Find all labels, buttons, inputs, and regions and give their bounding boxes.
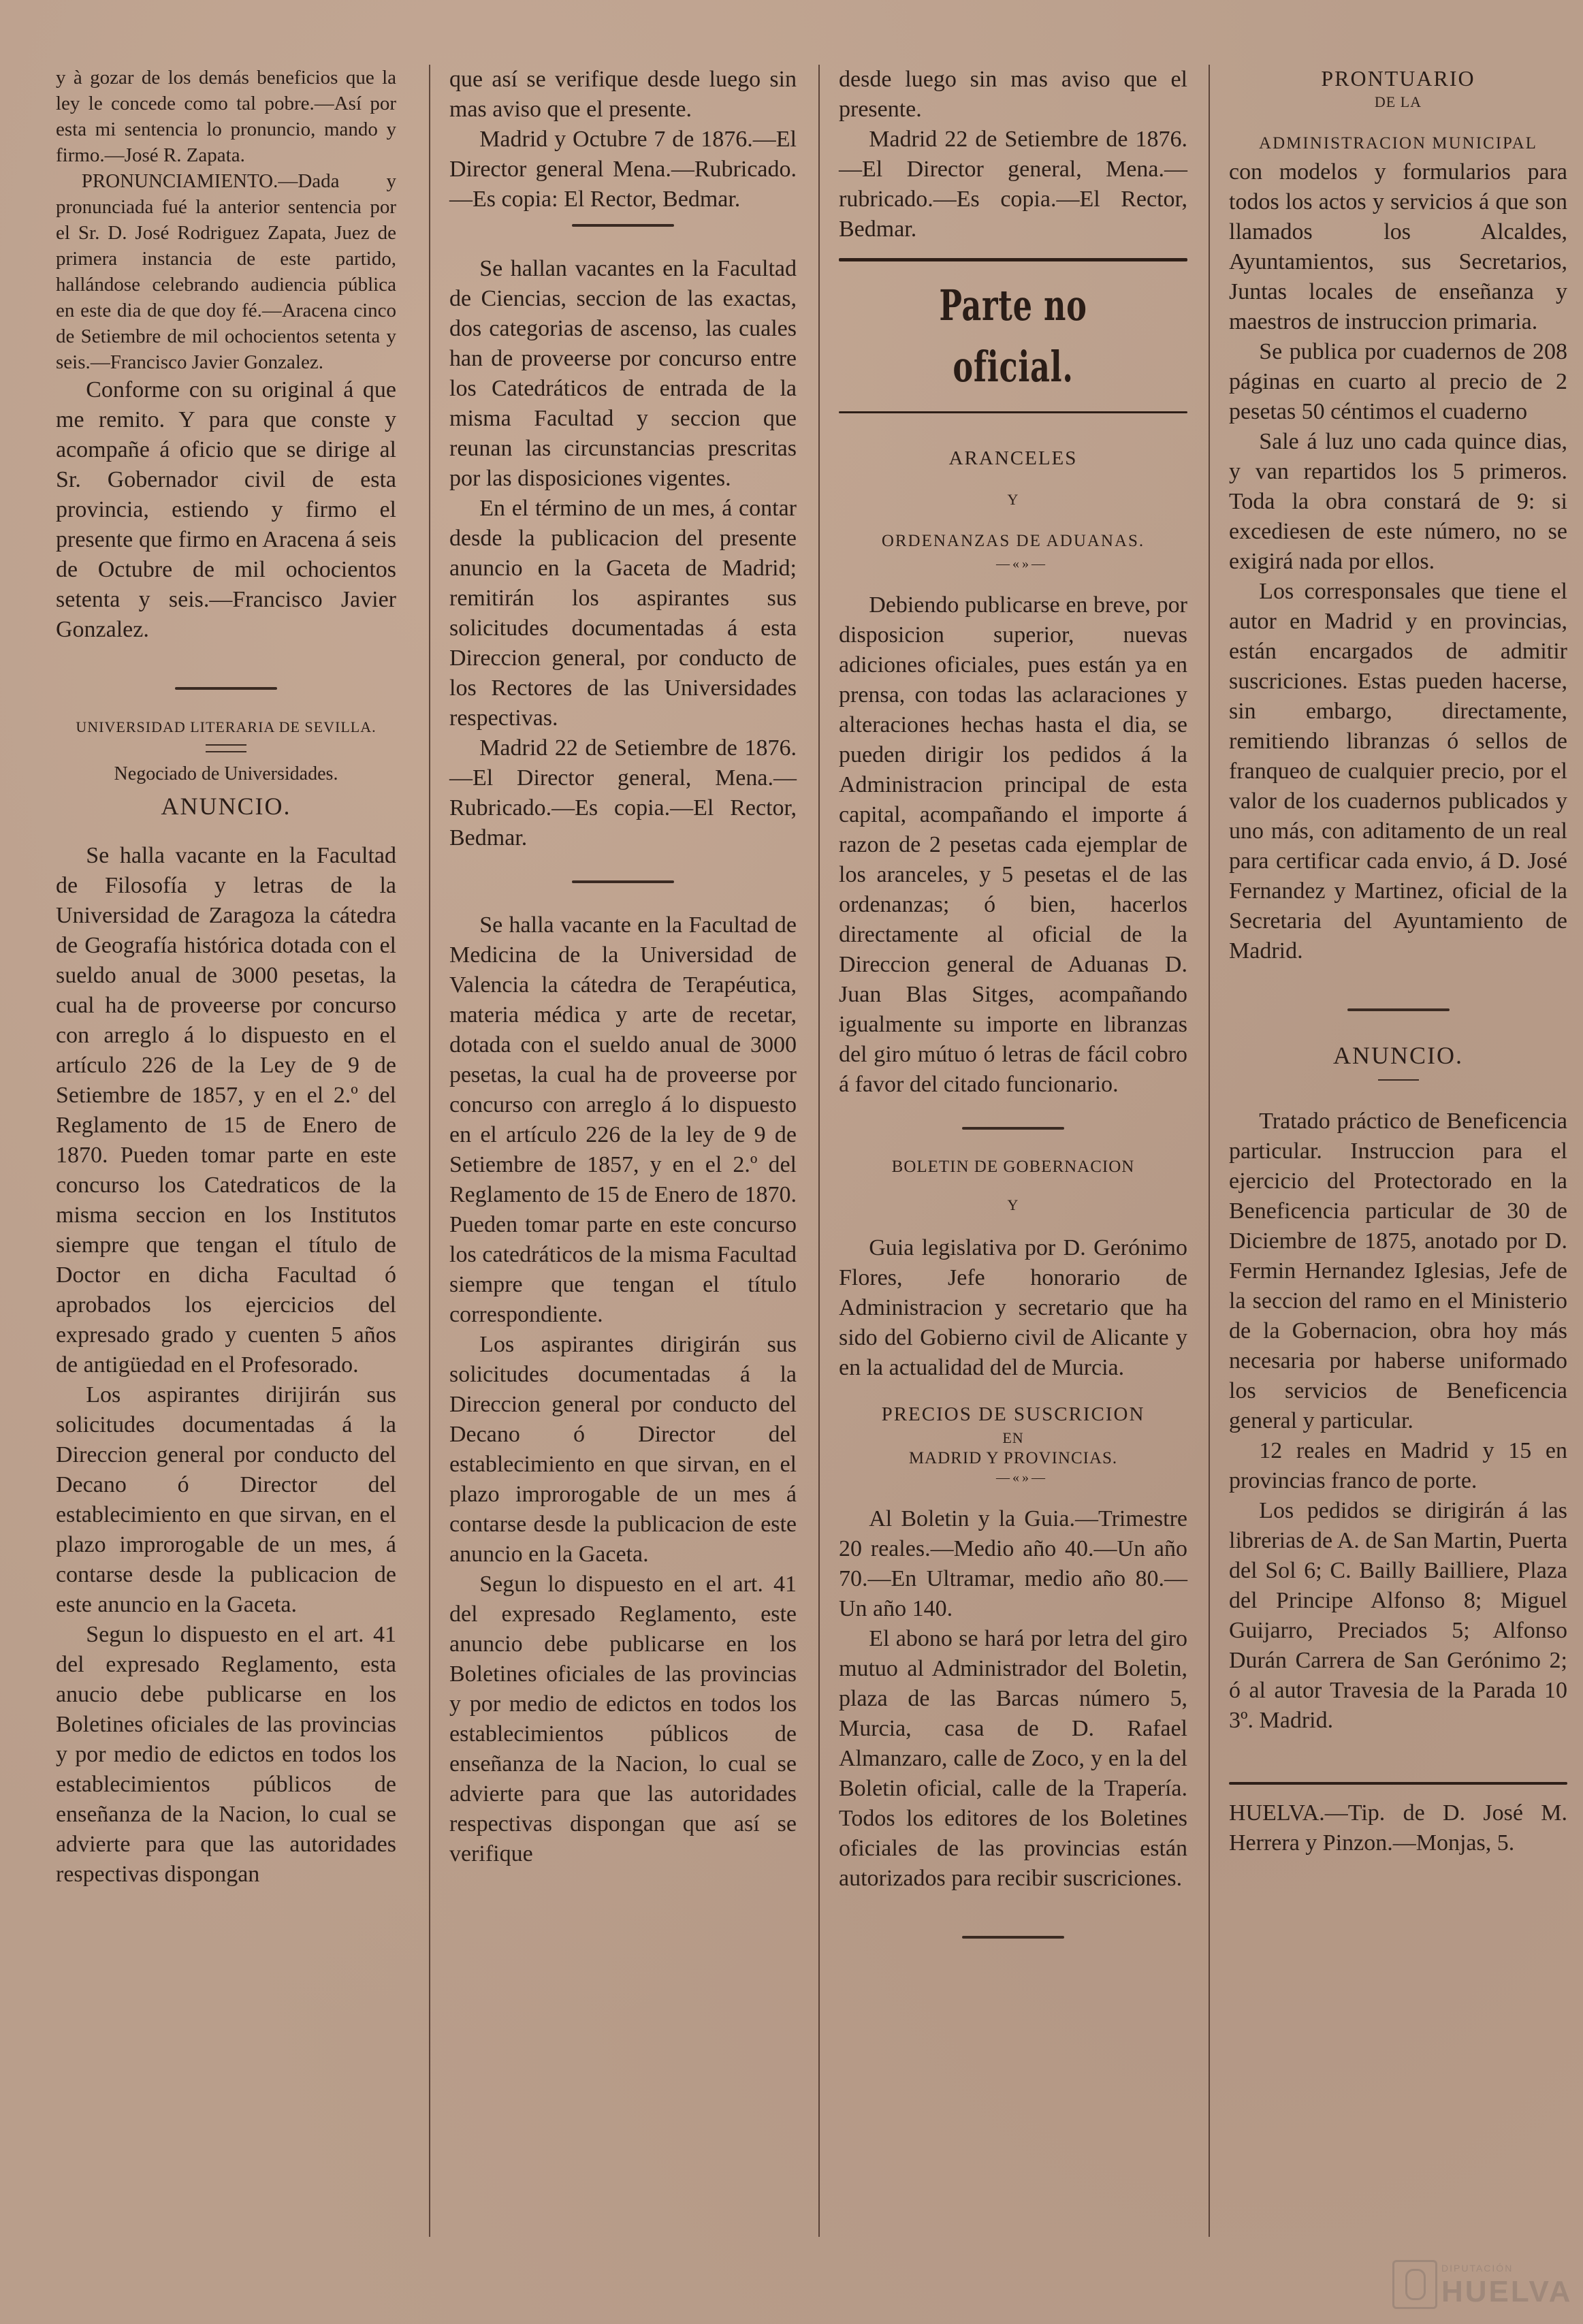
column-3	[839, 65, 1187, 1948]
vacante-valencia-text: Se halla vacante en la Facultad de Medicina de la Universidad de Valencia la cátedra de Terapéutica, materia médica y arte de recetar, dotada con el sueldo anual de 3000 pesetas, la cual ha de proveerse por concurso con arreglo á lo dispuesto en el artículo 226 de la ley de 9 de Setiembre de 1857, y en el 2.º del Reglamento de 15 de Enero de 1870. Pueden tomar parte en este concurso los catedráticos de la misma Facultad siempre que tengan el título correspondiente.	[449, 912, 797, 1327]
ornament: —«»—	[996, 556, 1048, 571]
signature-text: Madrid 22 de Setiembre de 1876.—El Director general, Mena.—Rubricado.—Es copia.—El Rector, Bedmar.	[449, 735, 797, 850]
negociado-heading: Negociado de Universidades.	[114, 763, 338, 784]
y-connector: Y	[1007, 491, 1019, 508]
sale-a-luz-text: Sale á luz uno cada quince dias, y van repartidos los 5 primeros. Toda la obra constará de 9: si excediesen de este número, no se exigirá nada por ellos.	[1229, 429, 1567, 574]
section-rule	[839, 411, 1187, 413]
watermark-line2: HUELVA	[1441, 2275, 1573, 2308]
abono-text: El abono se hará por letra del giro mutuo al Administrador del Boletin, plaza de las Barcas número 5, Murcia, casa de D. Rafael Almanzaro, calle de Zoco, y en la del Boletin oficial, calle de la Trapería. Todos los editores de los Boletines oficiales de las provincias están autorizados para recibir suscriciones.	[839, 1626, 1187, 1891]
shield-icon	[1392, 2260, 1437, 2309]
vacantes-ciencias-text: Se hallan vacantes en la Facultad de Ciencias, seccion de las exactas, dos categorias de ascenso, las cuales han de proveerse por concurso entre los Catedráticos de entrada de la misma Facultad y seccion que reunan las circunstancias prescritas por las disposiciones vigentes.	[449, 256, 797, 491]
pronunciamiento-text: PRONUNCIAMIENTO.—Dada y pronunciada fué la anterior sentencia por el Sr. D. José Rodriguez Zapata, Juez de primera instancia de este partido, hallándose celebrando audiencia pública en este dia de que doy fé.—Aracena cinco de Setiembre de mil ochocientos setenta y seis.—Francisco Javier Gonzalez.	[56, 170, 396, 373]
signature-text: Madrid 22 de Setiembre de 1876.—El Director general, Mena.—rubricado.—Es copia.—El Rector, Bedmar.	[839, 127, 1187, 242]
boletin-heading: BOLETIN DE GOBERNACION	[891, 1158, 1135, 1176]
precios-heading: PRECIOS DE SUSCRICION	[881, 1403, 1145, 1425]
debiendo-publicarse-text: Debiendo publicarse en breve, por disposicion superior, nuevas adiciones oficiales, pues están ya en prensa, con todas las aclaraciones y alteraciones hechas hasta el dia, se pueden dirigir los pedidos á la Administracion principal de esta capital, acompañando el importe á razon de 2 pesetas cada ejemplar de los aranceles, y 5 pesetas el de las ordenanzas; ó bien, hacerlos directamente al oficial de la Direccion general de Aduanas D. Juan Blas Sitges, acompañando igualmente su importe en libranzas del giro mútuo ó letras de fácil cobro á favor del citado funcionario.	[839, 592, 1187, 1097]
prontuario-heading: PRONTUARIO	[1321, 66, 1475, 91]
anuncio-heading: ANUNCIO.	[161, 793, 291, 820]
madrid-provincias-heading: MADRID Y PROVINCIAS.	[908, 1449, 1118, 1467]
section-rule	[962, 1127, 1064, 1130]
modelos-text: con modelos y formularios para todos los actos y servicios á que son llamados los Alcaldes, Ayuntamientos, sus Secretarios, Juntas locales de enseñanza y maestros de instruccion primaria.	[1229, 159, 1567, 334]
section-rule	[572, 880, 674, 883]
column-1	[56, 65, 396, 1890]
ornament: —«»—	[996, 1470, 1048, 1485]
segun-lo-dispuesto-text: Segun lo dispuesto en el art. 41 del expresado Reglamento, esta anucio debe publicarse en los Boletines oficiales de las provincias y por medio de edictos en todos los establecimientos públicos de enseñanza de la Nacion, lo cual se advierte para que las autoridades respectivas dispongan	[56, 1622, 396, 1887]
continuation-text: que así se verifique desde luego sin mas aviso que el presente.	[449, 67, 797, 122]
vacante-zaragoza-text: Se halla vacante en la Facultad de Filosofía y letras de la Universidad de Zaragoza la cátedra de Geografía histórica dotada con el sueldo anual de 3000 pesetas, la cual ha de proveerse por concurso con arreglo á lo dispuesto en el artículo 226 de la Ley de 9 de Setiembre de 1857, y en el 2.º del Reglamento de 15 de Enero de 1870. Pueden tomar parte en este concurso los Catedraticos de la misma seccion en los Institutos siempre que tengan el título de Doctor en dicha Facultad ó aprobados los ejercicios del expresado grado y cuenten 5 años de antigüedad en el Profesorado.	[56, 843, 396, 1378]
university-heading: UNIVERSIDAD LITERARIA DE SEVILLA.	[76, 718, 377, 735]
aspirantes-text: Los aspirantes dirijirán sus solicitudes documentadas á la Direccion general por conducto del Decano ó Director del establecimiento en que sirvan, en el plazo improrogable de un mes, á contarse desde la publicacion de este anuncio en la Gaceta.	[56, 1382, 396, 1617]
segun-lo-dispuesto-text: Segun lo dispuesto en el art. 41 del expresado Reglamento, este anuncio debe publicarse en los Boletines oficiales de las provincias y por medio de edictos en todos los establecimientos públicos de enseñanza de la Nacion, lo cual se advierte para que las autoridades respectivas dispongan que así se verifique	[449, 1572, 797, 1866]
conforme-text: Conforme con su original á que me remito. Y para que conste y acompañe á oficio que se dirige al Sr. Gobernador civil de esta provincia, estiendo y firmo el presente que firmo en Aracena á seis de Octubre de mil ochocientos setenta y seis.—Francisco Javier Gonzalez.	[56, 377, 396, 642]
imprint-text: HUELVA.—Tip. de D. José M. Herrera y Pinzon.—Monjas, 5.	[1229, 1800, 1567, 1856]
en-connector: EN	[1002, 1429, 1024, 1446]
short-rule	[1378, 1079, 1419, 1082]
column-divider	[1209, 65, 1210, 2237]
continuation-text: desde luego sin mas aviso que el presente.	[839, 67, 1187, 122]
section-rule	[839, 258, 1187, 261]
section-rule	[1229, 1782, 1567, 1785]
section-rule	[1347, 1008, 1450, 1011]
termino-text: En el término de un mes, á contar desde la publicacion del presente anuncio en la Gaceta de Madrid; remitirán los aspirantes sus solicitudes documentadas á esta Direccion general, por conducto de los Rectores de las Universidades respectivas.	[449, 496, 797, 731]
corresponsales-text: Los corresponsales que tiene el autor en Madrid y en provincias, están encargados de admitir suscriciones. Estas pueden hacerse, sin embargo, directamente, remitiendo libranzas ó sellos de franqueo de cualquier precio, por el valor de los cuadernos publicados y uno más, con aditamento de un real para certificar cada envio, á D. José Fernandez y Martinez, oficial de la Secretaria del Ayuntamiento de Madrid.	[1229, 579, 1567, 964]
archive-watermark	[1392, 2253, 1573, 2312]
tratado-text: Tratado práctico de Beneficencia particular. Instruccion para el ejercicio del Protectorado en la Beneficencia particular de 30 de Diciembre de 1875, anotado por D. Fermin Hernandez Iglesias, Jefe de la seccion del ramo en el Ministerio de la Gobernacion, obra hoy más necesaria por haberse uniformado los servicios de Beneficencia general y particular.	[1229, 1109, 1567, 1433]
column-divider	[429, 65, 430, 2237]
section-rule	[175, 687, 277, 690]
signature-text: Madrid y Octubre 7 de 1876.—El Director general Mena.—Rubricado.—Es copia: El Rector, Bedmar.	[449, 127, 797, 212]
precios-text: Al Boletin y la Guia.—Trimestre 20 reales.—Medio año 40.—Un año 70.—En Ultramar, medio año 80.—Un año 140.	[839, 1506, 1187, 1621]
column-2	[449, 65, 797, 1869]
ordenanzas-heading: ORDENANZAS DE ADUANAS.	[881, 532, 1145, 550]
section-rule	[962, 1936, 1064, 1939]
publica-text: Se publica por cuadernos de 208 páginas en cuarto al precio de 2 pesetas 50 céntimos el cuaderno	[1229, 339, 1567, 424]
watermark-line1: DIPUTACIÓN	[1441, 2263, 1514, 2274]
aranceles-heading: ARANCELES	[948, 447, 1078, 469]
guia-legislativa-text: Guia legislativa por D. Gerónimo Flores, Jefe honorario de Administracion y secretario que ha sido del Gobierno civil de Alicante y en la actualidad del de Murcia.	[839, 1235, 1187, 1380]
column-divider	[818, 65, 820, 2237]
de-la-connector: DE LA	[1374, 93, 1422, 110]
pedidos-text: Los pedidos se dirigirán á las librerias de A. de San Martin, Puerta del Sol 6; C. Bailly Bailliere, Plaza del Principe Alfonso 8; Miguel Guijarro, Preciados 5; Alfonso Durán Carrera de San Gerónimo 2; ó al autor Travesia de la Parada 10 3º. Madrid.	[1229, 1498, 1567, 1733]
double-rule	[206, 744, 246, 752]
anuncio-heading: ANUNCIO.	[1333, 1042, 1463, 1069]
sentence-text: y à gozar de los demás beneficios que la ley le concede como tal pobre.—Así por esta mi sentencia lo pronuncio, mando y firmo.—José R. Zapata.	[56, 67, 396, 166]
aspirantes-text: Los aspirantes dirigirán sus solicitudes documentadas á la Direccion general por conducto del Decano ó Director del establecimiento en que sirvan, en el plazo improrogable de un mes á contarse desde la publicacion de este anuncio en la Gaceta.	[449, 1332, 797, 1567]
precio-reales-text: 12 reales en Madrid y 15 en provincias franco de porte.	[1229, 1438, 1567, 1493]
section-rule	[572, 224, 674, 227]
parte-no-oficial-heading: Parte no oficial.	[939, 281, 1087, 392]
administracion-heading: ADMINISTRACION MUNICIPAL	[1259, 134, 1537, 153]
y-connector: Y	[1007, 1196, 1019, 1213]
column-4	[1229, 65, 1567, 1858]
